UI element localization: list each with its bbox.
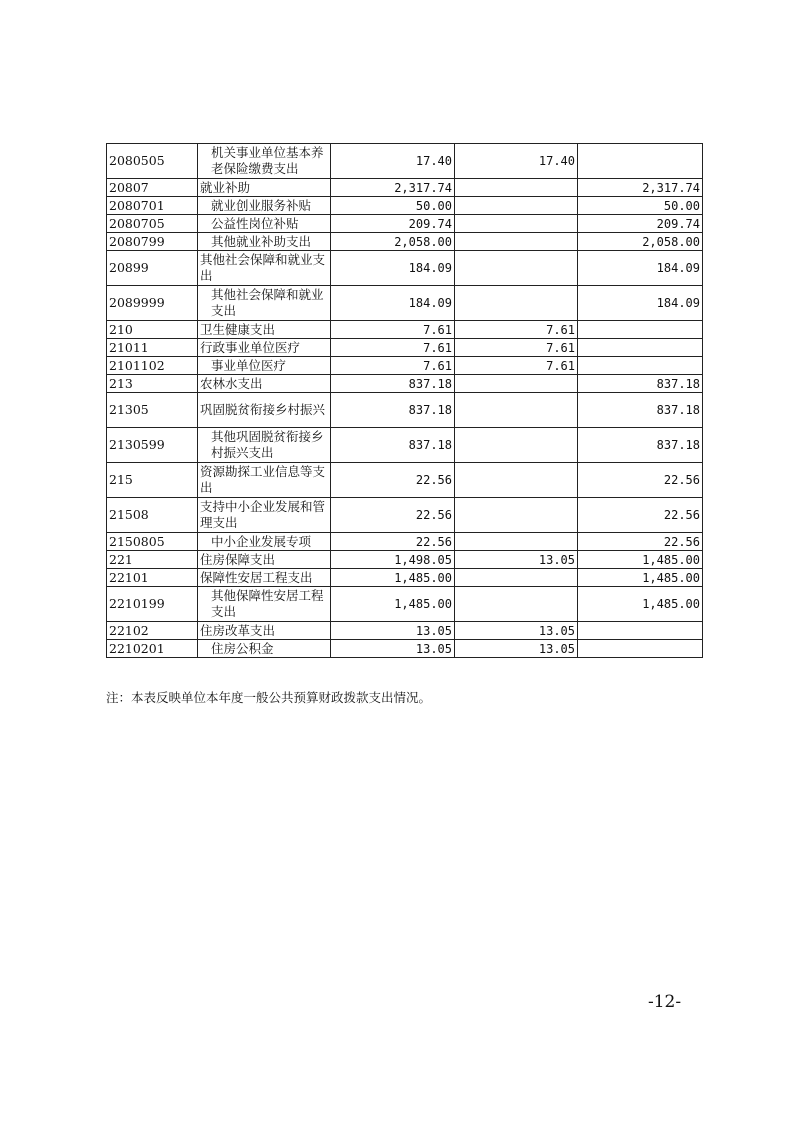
cell-name: 其他社会保障和就业支出 xyxy=(198,286,331,321)
cell-project: 837.18 xyxy=(578,428,703,463)
cell-project xyxy=(578,640,703,658)
cell-code: 22101 xyxy=(107,569,198,587)
cell-basic: 13.05 xyxy=(455,551,578,569)
cell-code: 2101102 xyxy=(107,357,198,375)
cell-code: 221 xyxy=(107,551,198,569)
cell-basic xyxy=(455,251,578,286)
cell-code: 2150805 xyxy=(107,533,198,551)
cell-code: 2080799 xyxy=(107,233,198,251)
cell-project: 209.74 xyxy=(578,215,703,233)
cell-name: 事业单位医疗 xyxy=(198,357,331,375)
cell-basic xyxy=(455,393,578,428)
cell-code: 2080705 xyxy=(107,215,198,233)
cell-code: 20899 xyxy=(107,251,198,286)
cell-code: 2210201 xyxy=(107,640,198,658)
cell-name: 卫生健康支出 xyxy=(198,321,331,339)
table-row xyxy=(107,498,703,533)
cell-name: 其他社会保障和就业支出 xyxy=(198,251,331,286)
cell-name: 其他巩固脱贫衔接乡村振兴支出 xyxy=(198,428,331,463)
cell-total: 1,485.00 xyxy=(331,587,455,622)
cell-code: 2210199 xyxy=(107,587,198,622)
cell-basic: 13.05 xyxy=(455,622,578,640)
cell-code: 2130599 xyxy=(107,428,198,463)
cell-basic xyxy=(455,569,578,587)
cell-basic xyxy=(455,533,578,551)
table-row xyxy=(107,569,703,587)
cell-name: 机关事业单位基本养老保险缴费支出 xyxy=(198,144,331,179)
cell-total: 2,058.00 xyxy=(331,233,455,251)
cell-code: 21508 xyxy=(107,498,198,533)
cell-total: 184.09 xyxy=(331,286,455,321)
cell-name: 保障性安居工程支出 xyxy=(198,569,331,587)
cell-name: 就业补助 xyxy=(198,179,331,197)
cell-total: 837.18 xyxy=(331,375,455,393)
cell-total: 2,317.74 xyxy=(331,179,455,197)
cell-total: 1,485.00 xyxy=(331,569,455,587)
cell-project: 184.09 xyxy=(578,286,703,321)
table-note: 注：本表反映单位本年度一般公共预算财政拨款支出情况。 xyxy=(106,690,432,705)
cell-total: 1,498.05 xyxy=(331,551,455,569)
cell-project: 837.18 xyxy=(578,375,703,393)
cell-code: 21305 xyxy=(107,393,198,428)
budget-expenditure-table xyxy=(106,143,703,658)
cell-name: 农林水支出 xyxy=(198,375,331,393)
cell-name: 住房保障支出 xyxy=(198,551,331,569)
cell-code: 213 xyxy=(107,375,198,393)
cell-basic: 7.61 xyxy=(455,339,578,357)
cell-name: 住房改革支出 xyxy=(198,622,331,640)
cell-project: 1,485.00 xyxy=(578,551,703,569)
table-row xyxy=(107,179,703,197)
cell-project: 837.18 xyxy=(578,393,703,428)
cell-project: 1,485.00 xyxy=(578,569,703,587)
table-row xyxy=(107,286,703,321)
table-row xyxy=(107,551,703,569)
cell-basic xyxy=(455,286,578,321)
cell-basic: 17.40 xyxy=(455,144,578,179)
cell-basic: 7.61 xyxy=(455,321,578,339)
table-row xyxy=(107,233,703,251)
cell-total: 13.05 xyxy=(331,640,455,658)
cell-project xyxy=(578,321,703,339)
table-row xyxy=(107,339,703,357)
table-row xyxy=(107,357,703,375)
table-row xyxy=(107,533,703,551)
table-row xyxy=(107,215,703,233)
table-row xyxy=(107,251,703,286)
cell-name: 巩固脱贫衔接乡村振兴 xyxy=(198,393,331,428)
cell-name: 住房公积金 xyxy=(198,640,331,658)
cell-total: 837.18 xyxy=(331,428,455,463)
cell-name: 资源勘探工业信息等支出 xyxy=(198,463,331,498)
cell-name: 公益性岗位补贴 xyxy=(198,215,331,233)
table-row xyxy=(107,463,703,498)
cell-project: 1,485.00 xyxy=(578,587,703,622)
cell-basic xyxy=(455,587,578,622)
cell-total: 22.56 xyxy=(331,533,455,551)
cell-project: 184.09 xyxy=(578,251,703,286)
table-body xyxy=(107,144,703,658)
cell-basic xyxy=(455,233,578,251)
cell-project: 22.56 xyxy=(578,463,703,498)
cell-total: 7.61 xyxy=(331,321,455,339)
cell-code: 20807 xyxy=(107,179,198,197)
cell-project xyxy=(578,339,703,357)
cell-code: 210 xyxy=(107,321,198,339)
cell-basic: 7.61 xyxy=(455,357,578,375)
cell-code: 2089999 xyxy=(107,286,198,321)
table-row xyxy=(107,197,703,215)
table-row xyxy=(107,428,703,463)
cell-basic xyxy=(455,179,578,197)
cell-total: 22.56 xyxy=(331,463,455,498)
cell-project: 2,058.00 xyxy=(578,233,703,251)
cell-project: 50.00 xyxy=(578,197,703,215)
table-row xyxy=(107,393,703,428)
cell-basic xyxy=(455,498,578,533)
cell-basic xyxy=(455,428,578,463)
table-row xyxy=(107,375,703,393)
table-row xyxy=(107,587,703,622)
cell-project xyxy=(578,622,703,640)
cell-code: 21011 xyxy=(107,339,198,357)
cell-name: 中小企业发展专项 xyxy=(198,533,331,551)
cell-name: 就业创业服务补贴 xyxy=(198,197,331,215)
cell-total: 209.74 xyxy=(331,215,455,233)
cell-basic xyxy=(455,215,578,233)
table-row xyxy=(107,640,703,658)
table-row xyxy=(107,321,703,339)
cell-project: 22.56 xyxy=(578,533,703,551)
cell-total: 17.40 xyxy=(331,144,455,179)
cell-project xyxy=(578,357,703,375)
cell-code: 2080505 xyxy=(107,144,198,179)
cell-name: 支持中小企业发展和管理支出 xyxy=(198,498,331,533)
cell-total: 7.61 xyxy=(331,357,455,375)
cell-project: 22.56 xyxy=(578,498,703,533)
cell-total: 22.56 xyxy=(331,498,455,533)
cell-project xyxy=(578,144,703,179)
cell-name: 其他就业补助支出 xyxy=(198,233,331,251)
cell-code: 22102 xyxy=(107,622,198,640)
cell-basic: 13.05 xyxy=(455,640,578,658)
cell-code: 2080701 xyxy=(107,197,198,215)
cell-name: 其他保障性安居工程支出 xyxy=(198,587,331,622)
cell-basic xyxy=(455,197,578,215)
cell-code: 215 xyxy=(107,463,198,498)
cell-total: 7.61 xyxy=(331,339,455,357)
cell-total: 13.05 xyxy=(331,622,455,640)
table-row xyxy=(107,144,703,179)
cell-total: 184.09 xyxy=(331,251,455,286)
cell-total: 837.18 xyxy=(331,393,455,428)
cell-total: 50.00 xyxy=(331,197,455,215)
cell-name: 行政事业单位医疗 xyxy=(198,339,331,357)
cell-basic xyxy=(455,463,578,498)
cell-project: 2,317.74 xyxy=(578,179,703,197)
table-row xyxy=(107,622,703,640)
cell-basic xyxy=(455,375,578,393)
page-number: -12- xyxy=(648,992,682,1012)
